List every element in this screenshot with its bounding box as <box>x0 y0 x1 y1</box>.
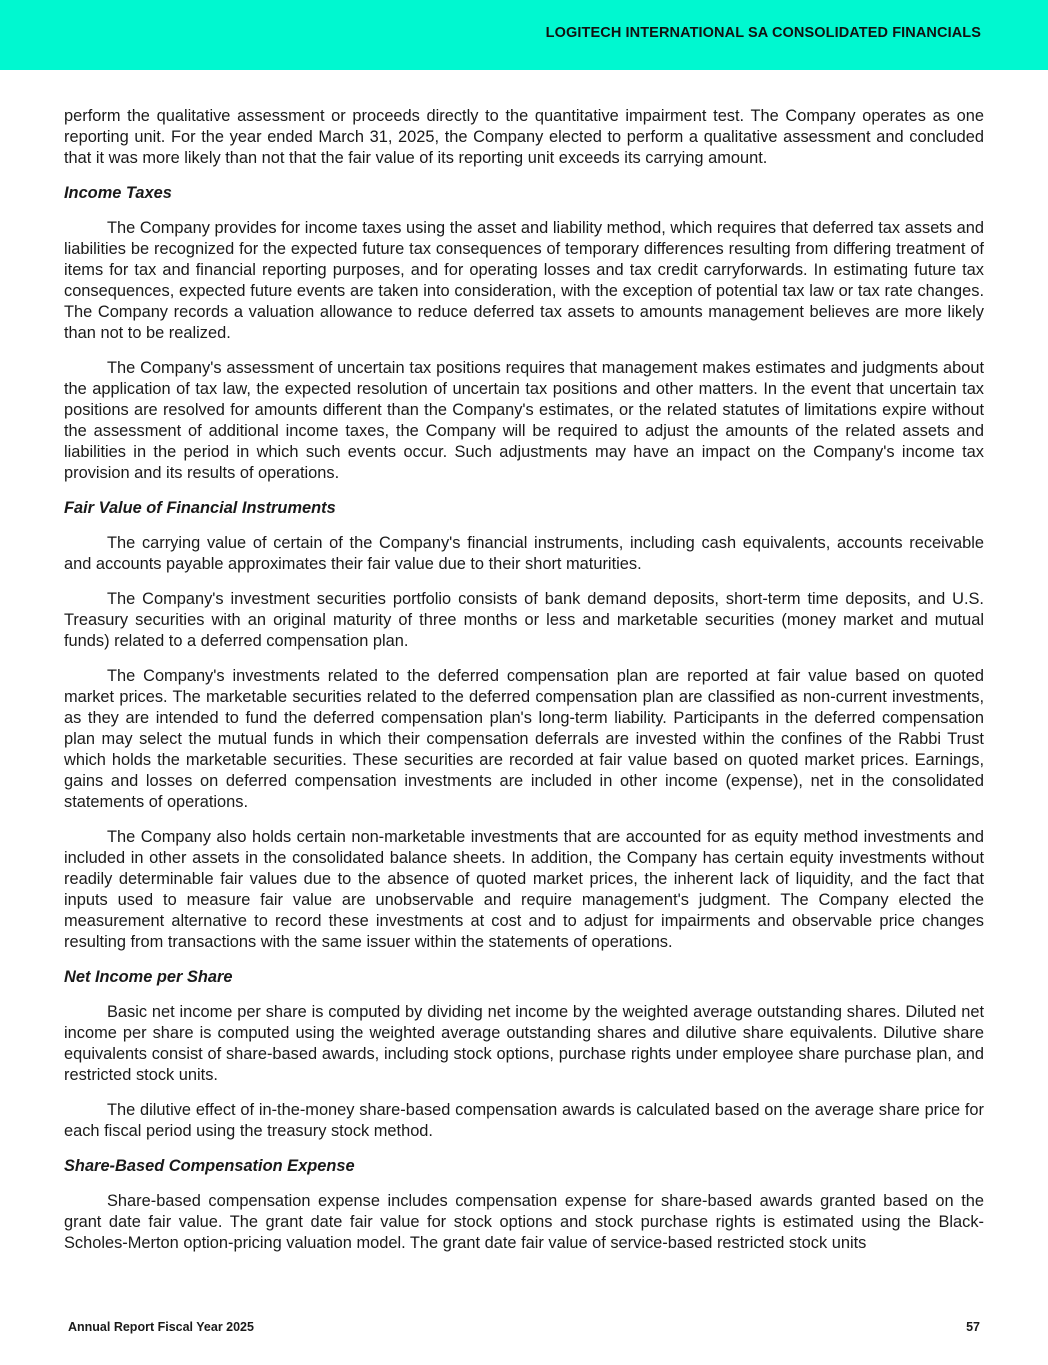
section-heading: Income Taxes <box>64 184 172 202</box>
intro-paragraph: perform the qualitative assessment or proceeds directly to the quantitative impairment test. The Company operates as one reporting unit. For the year ended March 31, 2025, the Company elected to perform a qualitative assessment and concluded that it was more likely than not that the fair value of its reporting unit exceeds its carrying amount. <box>64 107 984 167</box>
sections <box>64 183 984 1254</box>
body-paragraph: The dilutive effect of in-the-money share-based compensation awards is calculated based on the average share price for each fiscal period using the treasury stock method. <box>64 1101 984 1140</box>
body-paragraph: The Company's assessment of uncertain tax positions requires that management makes estimates and judgments about the application of tax law, the expected resolution of uncertain tax positions and other matters. In the event that uncertain tax positions are resolved for amounts different than the Company's estimates, or the related statutes of limitations expire without the assessment of additional income taxes, the Company will be required to adjust the amounts of the related assets and liabilities in the period in which such events occur. Such adjustments may have an impact on the Company's income tax provision and its results of operations. <box>64 359 984 482</box>
body-paragraph: The Company's investment securities portfolio consists of bank demand deposits, short-term time deposits, and U.S. Treasury securities with an original maturity of three months or less and marketable securities (money market and mutual funds) related to a deferred compensation plan. <box>64 590 984 650</box>
page-header <box>0 0 1048 70</box>
body-paragraph: Share-based compensation expense includes compensation expense for share-based awards granted based on the grant date fair value. The grant date fair value for stock options and stock purchase rights is estimated using the Black-Scholes-Merton option-pricing valuation model. The grant date fair value of service-based restricted stock units <box>64 1192 984 1252</box>
body-paragraph: Basic net income per share is computed by dividing net income by the weighted average outstanding shares. Diluted net income per share is computed using the weighted average outstanding shares and dilutive share equivalents. Dilutive share equivalents consist of share-based awards, including stock options, purchase rights under employee share purchase plan, and restricted stock units. <box>64 1003 984 1084</box>
body-paragraph: The Company provides for income taxes using the asset and liability method, which requires that deferred tax assets and liabilities be recognized for the expected future tax consequences of temporary differences resulting from differing treatment of items for tax and financial reporting purposes, and for operating losses and tax credit carryforwards. In estimating future tax consequences, expected future events are taken into consideration, with the exception of potential tax law or tax rate changes. The Company records a valuation allowance to reduce deferred tax assets to amounts management believes are more likely than not to be realized. <box>64 219 984 342</box>
body-paragraph: The Company also holds certain non-marketable investments that are accounted for as equity method investments and included in other assets in the consolidated balance sheets. In addition, the Company has certain equity investments without readily determinable fair values due to the absence of quoted market prices, the inherent lack of liquidity, and the fact that inputs used to measure fair value are unobservable and require management's judgment. The Company elected the measurement alternative to record these investments at cost and to adjust for impairments and observable price changes resulting from transactions with the same issuer within the statements of operations. <box>64 828 984 951</box>
page-number: 57 <box>966 1320 980 1334</box>
header-title: LOGITECH INTERNATIONAL SA CONSOLIDATED FINANCIALS <box>545 25 981 41</box>
body-paragraph: The carrying value of certain of the Company's financial instruments, including cash equivalents, accounts receivable and accounts payable approximates their fair value due to their short maturities. <box>64 534 984 573</box>
document-body <box>64 106 984 1268</box>
section-heading: Fair Value of Financial Instruments <box>64 499 336 517</box>
body-paragraph: The Company's investments related to the deferred compensation plan are reported at fair value based on quoted market prices. The marketable securities related to the deferred compensation plan are classified as non-current investments, as they are intended to fund the deferred compensation plan's long-term liability. Participants in the deferred compensation plan may select the mutual funds in which their compensation deferrals are invested within the confines of the Rabbi Trust which holds the marketable securities. These securities are recorded at fair value based on quoted market prices. Earnings, gains and losses on deferred compensation investments are included in other income (expense), net in the consolidated statements of operations. <box>64 667 984 811</box>
section-heading: Net Income per Share <box>64 968 233 986</box>
footer-report-title: Annual Report Fiscal Year 2025 <box>68 1320 254 1334</box>
section-heading: Share-Based Compensation Expense <box>64 1157 355 1175</box>
